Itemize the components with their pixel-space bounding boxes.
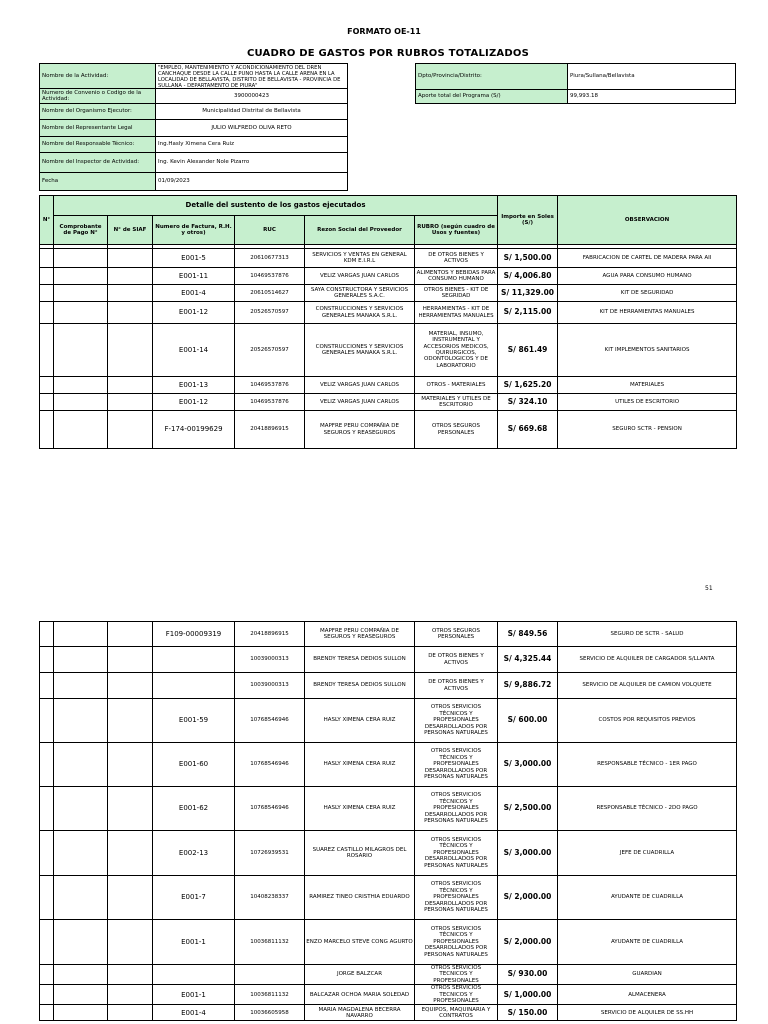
obs-cell: UTILES DE ESCRITORIO bbox=[558, 394, 737, 411]
dpto-value: Piura/Sullana/Bellavista bbox=[567, 63, 736, 90]
dpto-label: Dpto/Provincia/Distrito: bbox=[415, 63, 568, 90]
factura-cell: E001-13 bbox=[153, 377, 235, 394]
col-group: Detalle del sustento de los gastos ejecutados bbox=[54, 196, 498, 216]
comprobante-cell bbox=[54, 876, 108, 920]
razon-cell: SUAREZ CASTILLO MILAGROS DEL ROSARIO bbox=[305, 831, 415, 876]
comprobante-cell bbox=[54, 985, 108, 1005]
table-row bbox=[40, 324, 737, 377]
ruc-cell: 10039000313 bbox=[235, 673, 305, 699]
ruc-cell: 10036605958 bbox=[235, 1005, 305, 1021]
col-n: N° bbox=[40, 196, 54, 245]
importe-cell: S/ 11,329.00 bbox=[498, 285, 558, 302]
obs-cell: SERVICIO DE ALQUILER DE CARGADOR S/LLANTA bbox=[558, 647, 737, 673]
ruc-cell: 10768546946 bbox=[235, 743, 305, 787]
n-cell bbox=[40, 743, 54, 787]
table-row bbox=[40, 876, 737, 920]
comprobante-cell bbox=[54, 302, 108, 324]
n-cell bbox=[40, 377, 54, 394]
obs-cell: SEGURO SCTR - PENSION bbox=[558, 411, 737, 449]
comprobante-cell bbox=[54, 1005, 108, 1021]
razon-cell: CONSTRUCCIONES Y SERVICIOS GENERALES MANAKA S.R.L. bbox=[305, 302, 415, 324]
comprobante-cell bbox=[54, 324, 108, 377]
siaf-cell bbox=[108, 268, 153, 285]
factura-cell: E001-4 bbox=[153, 1005, 235, 1021]
siaf-cell bbox=[108, 377, 153, 394]
comprobante-cell bbox=[54, 699, 108, 743]
siaf-cell bbox=[108, 985, 153, 1005]
comprobante-cell bbox=[54, 831, 108, 876]
ruc-cell: 20418896915 bbox=[235, 411, 305, 449]
obs-cell: SERVICIO DE ALQUILER DE SS.HH bbox=[558, 1005, 737, 1021]
rubro-cell: OTROS - MATERIALES bbox=[415, 377, 498, 394]
representante-label: Nombre del Representante Legal bbox=[39, 119, 156, 137]
fecha-label: Fecha bbox=[39, 172, 156, 191]
comprobante-cell bbox=[54, 411, 108, 449]
table-row bbox=[40, 985, 737, 1005]
factura-cell bbox=[153, 673, 235, 699]
obs-cell: AYUDANTE DE CUADRILLA bbox=[558, 876, 737, 920]
razon-cell: MAPFRE PERU COMPAÑIA DE SEGUROS Y REASEGUROS bbox=[305, 411, 415, 449]
table-row bbox=[40, 965, 737, 985]
factura-cell bbox=[153, 647, 235, 673]
factura-cell: E001-12 bbox=[153, 302, 235, 324]
rubro-cell: OTROS SERVICIOS TECNICOS Y PROFESIONALES bbox=[415, 965, 498, 985]
table-row bbox=[40, 285, 737, 302]
siaf-cell bbox=[108, 302, 153, 324]
obs-cell: SERVICIO DE ALQUILER DE CAMION VOLQUETE bbox=[558, 673, 737, 699]
aporte-label: Aporte total del Programa (S/) bbox=[415, 89, 568, 104]
obs-cell: AYUDANTE DE CUADRILLA bbox=[558, 920, 737, 965]
ruc-cell bbox=[235, 965, 305, 985]
siaf-cell bbox=[108, 647, 153, 673]
aporte-value: 99,993.18 bbox=[567, 89, 736, 104]
razon-cell: BRENDY TERESA DEDIOS SULLON bbox=[305, 647, 415, 673]
factura-cell: E001-5 bbox=[153, 249, 235, 268]
razon-cell: VELIZ VARGAS JUAN CARLOS bbox=[305, 377, 415, 394]
comprobante-cell bbox=[54, 787, 108, 831]
rubro-cell: OTROS SERVICIOS TÉCNICOS Y PROFESIONALES DESARROLLADOS POR PERSONAS NATURALES bbox=[415, 876, 498, 920]
importe-cell: S/ 1,625.20 bbox=[498, 377, 558, 394]
col-siaf: N° de SIAF bbox=[108, 216, 153, 245]
factura-cell: F109-00009319 bbox=[153, 622, 235, 647]
expense-table-page2 bbox=[39, 621, 737, 1021]
siaf-cell bbox=[108, 622, 153, 647]
n-cell bbox=[40, 831, 54, 876]
actividad-label: Nombre de la Actividad: bbox=[39, 63, 156, 89]
comprobante-cell bbox=[54, 965, 108, 985]
factura-cell bbox=[153, 965, 235, 985]
razon-cell: MAPFRE PERU COMPAÑIA DE SEGUROS Y REASEGUROS bbox=[305, 622, 415, 647]
page-title: CUADRO DE GASTOS POR RUBROS TOTALIZADOS bbox=[247, 48, 529, 59]
convenio-label: Numero de Convenio o Codigo de la Actividad: bbox=[39, 88, 156, 104]
factura-cell: E001-4 bbox=[153, 285, 235, 302]
ruc-cell: 20610514627 bbox=[235, 285, 305, 302]
obs-cell: ALMACENERA bbox=[558, 985, 737, 1005]
rubro-cell: OTROS SERVICIOS TÉCNICOS Y PROFESIONALES DESARROLLADOS POR PERSONAS NATURALES bbox=[415, 743, 498, 787]
n-cell bbox=[40, 876, 54, 920]
table-row bbox=[40, 920, 737, 965]
importe-cell: S/ 600.00 bbox=[498, 699, 558, 743]
rubro-cell: DE OTROS BIENES Y ACTIVOS bbox=[415, 673, 498, 699]
razon-cell: VELIZ VARGAS JUAN CARLOS bbox=[305, 268, 415, 285]
siaf-cell bbox=[108, 285, 153, 302]
importe-cell: S/ 849.56 bbox=[498, 622, 558, 647]
comprobante-cell bbox=[54, 673, 108, 699]
ruc-cell: 10768546946 bbox=[235, 787, 305, 831]
siaf-cell bbox=[108, 831, 153, 876]
ruc-cell: 10726939531 bbox=[235, 831, 305, 876]
importe-cell: S/ 3,000.00 bbox=[498, 743, 558, 787]
ruc-cell: 10768546946 bbox=[235, 699, 305, 743]
ruc-cell: 20418896915 bbox=[235, 622, 305, 647]
comprobante-cell bbox=[54, 249, 108, 268]
obs-cell: RESPONSABLE TÉCNICO - 2DO PAGO bbox=[558, 787, 737, 831]
obs-cell: MATERIALES bbox=[558, 377, 737, 394]
n-cell bbox=[40, 249, 54, 268]
fecha-value: 01/09/2023 bbox=[155, 172, 348, 191]
table-row bbox=[40, 622, 737, 647]
comprobante-cell bbox=[54, 394, 108, 411]
table-row bbox=[40, 673, 737, 699]
razon-cell: RAMIREZ TINEO CRISTHIA EDUARDO bbox=[305, 876, 415, 920]
rubro-cell: MATERIALES Y UTILES DE ESCRITORIO bbox=[415, 394, 498, 411]
siaf-cell bbox=[108, 699, 153, 743]
form-code: FORMATO OE-11 bbox=[347, 27, 421, 36]
importe-cell: S/ 669.68 bbox=[498, 411, 558, 449]
razon-cell: CONSTRUCCIONES Y SERVICIOS GENERALES MANAKA S.R.L. bbox=[305, 324, 415, 377]
n-cell bbox=[40, 985, 54, 1005]
factura-cell: E001-12 bbox=[153, 394, 235, 411]
inspector-value: Ing. Kevin Alexander Nole Pizarro bbox=[155, 152, 348, 173]
n-cell bbox=[40, 920, 54, 965]
table-row bbox=[40, 647, 737, 673]
obs-cell: SEGURO DE SCTR - SALUD bbox=[558, 622, 737, 647]
n-cell bbox=[40, 411, 54, 449]
importe-cell: S/ 150.00 bbox=[498, 1005, 558, 1021]
importe-cell: S/ 2,500.00 bbox=[498, 787, 558, 831]
razon-cell: BRENDY TERESA DEDIOS SULLON bbox=[305, 673, 415, 699]
n-cell bbox=[40, 673, 54, 699]
col-comprobante: Comprobante de Pago N° bbox=[54, 216, 108, 245]
table-row bbox=[40, 1005, 737, 1021]
actividad-value: "EMPLEO, MANTENIMIENTO Y ACONDICIONAMIENTO DEL DREN CANCHAQUE DESDE LA CALLE PUNO HASTA LA CALLE ARENA EN LA LOCALIDAD DE BELLAVISTA, DISTRITO DE BELLAVISTA - PROVINCIA DE SULLANA - DEPARTAMENTO DE PIURA" bbox=[155, 63, 348, 89]
ruc-cell: 10036811132 bbox=[235, 985, 305, 1005]
comprobante-cell bbox=[54, 268, 108, 285]
siaf-cell bbox=[108, 787, 153, 831]
n-cell bbox=[40, 302, 54, 324]
factura-cell: E001-14 bbox=[153, 324, 235, 377]
page-number: 51 bbox=[705, 585, 713, 592]
importe-cell: S/ 4,325.44 bbox=[498, 647, 558, 673]
organismo-value: Municipalidad Distrital de Bellavista bbox=[155, 103, 348, 120]
table-row bbox=[40, 394, 737, 411]
rubro-cell: OTROS SERVICIOS TÉCNICOS Y PROFESIONALES DESARROLLADOS POR PERSONAS NATURALES bbox=[415, 787, 498, 831]
n-cell bbox=[40, 1005, 54, 1021]
n-cell bbox=[40, 699, 54, 743]
table-row bbox=[40, 787, 737, 831]
importe-cell: S/ 324.10 bbox=[498, 394, 558, 411]
col-rubro: RUBRO (según cuadro de Usos y fuentes) bbox=[415, 216, 498, 245]
ruc-cell: 20526570597 bbox=[235, 302, 305, 324]
importe-cell: S/ 3,000.00 bbox=[498, 831, 558, 876]
obs-cell: COSTOS POR REQUISITOS PREVIOS bbox=[558, 699, 737, 743]
importe-cell: S/ 2,115.00 bbox=[498, 302, 558, 324]
razon-cell: JORGE BALZCAR bbox=[305, 965, 415, 985]
importe-cell: S/ 1,500.00 bbox=[498, 249, 558, 268]
razon-cell: HASLY XIMENA CERA RUIZ bbox=[305, 743, 415, 787]
rubro-cell: DE OTROS BIENES Y ACTIVOS bbox=[415, 647, 498, 673]
obs-cell: KIT IMPLEMENTOS SANITARIOS bbox=[558, 324, 737, 377]
obs-cell: GUARDIAN bbox=[558, 965, 737, 985]
comprobante-cell bbox=[54, 285, 108, 302]
factura-cell: E002-13 bbox=[153, 831, 235, 876]
rubro-cell: OTROS SERVICIOS TÉCNICOS Y PROFESIONALES DESARROLLADOS POR PERSONAS NATURALES bbox=[415, 831, 498, 876]
responsable-value: Ing.Hasly Ximena Cera Ruiz bbox=[155, 136, 348, 153]
ruc-cell: 10469537876 bbox=[235, 377, 305, 394]
rubro-cell: OTROS SEGUROS PERSONALES bbox=[415, 411, 498, 449]
rubro-cell: DE OTROS BIENES Y ACTIVOS bbox=[415, 249, 498, 268]
col-ruc: RUC bbox=[235, 216, 305, 245]
table-row bbox=[40, 831, 737, 876]
comprobante-cell bbox=[54, 743, 108, 787]
n-cell bbox=[40, 324, 54, 377]
n-cell bbox=[40, 647, 54, 673]
n-cell bbox=[40, 622, 54, 647]
factura-cell: E001-11 bbox=[153, 268, 235, 285]
table-row bbox=[40, 268, 737, 285]
rubro-cell: MATERIAL, INSUMO, INSTRUMENTAL Y ACCESORIOS MEDICOS, QUIRURGICOS, ODONTOLOGICOS Y DE LABORATORIO bbox=[415, 324, 498, 377]
ruc-cell: 10469537876 bbox=[235, 394, 305, 411]
comprobante-cell bbox=[54, 920, 108, 965]
comprobante-cell bbox=[54, 377, 108, 394]
siaf-cell bbox=[108, 876, 153, 920]
razon-cell: ENZO MARCELO STEVE CONG AGURTO bbox=[305, 920, 415, 965]
siaf-cell bbox=[108, 965, 153, 985]
rubro-cell: OTROS SEGUROS PERSONALES bbox=[415, 622, 498, 647]
siaf-cell bbox=[108, 249, 153, 268]
razon-cell: HASLY XIMENA CERA RUIZ bbox=[305, 787, 415, 831]
importe-cell: S/ 861.49 bbox=[498, 324, 558, 377]
responsable-label: Nombre del Responsable Técnico: bbox=[39, 136, 156, 153]
importe-cell: S/ 2,000.00 bbox=[498, 876, 558, 920]
factura-cell: E001-59 bbox=[153, 699, 235, 743]
obs-cell: AGUA PARA CONSUMO HUMANO bbox=[558, 268, 737, 285]
rubro-cell: HERRAMIENTAS - KIT DE HERRAMIENTAS MANUALES bbox=[415, 302, 498, 324]
importe-cell: S/ 4,006.80 bbox=[498, 268, 558, 285]
n-cell bbox=[40, 268, 54, 285]
table-body-page2 bbox=[40, 622, 737, 1021]
ruc-cell: 20526570597 bbox=[235, 324, 305, 377]
n-cell bbox=[40, 285, 54, 302]
n-cell bbox=[40, 965, 54, 985]
rubro-cell: OTROS SERVICIOS TECNICOS Y PROFESIONALES bbox=[415, 985, 498, 1005]
organismo-label: Nombre del Organismo Ejecutor: bbox=[39, 103, 156, 120]
rubro-cell: OTROS SERVICIOS TÉCNICOS Y PROFESIONALES DESARROLLADOS POR PERSONAS NATURALES bbox=[415, 699, 498, 743]
razon-cell: MARIA MAGDALENA BECERRA NAVARRO bbox=[305, 1005, 415, 1021]
table-row bbox=[40, 249, 737, 268]
factura-cell: E001-60 bbox=[153, 743, 235, 787]
factura-cell: E001-62 bbox=[153, 787, 235, 831]
factura-cell: E001-1 bbox=[153, 920, 235, 965]
table-row bbox=[40, 743, 737, 787]
table-row bbox=[40, 411, 737, 449]
razon-cell: SAYA CONSTRUCTORA Y SERVICIOS GENERALES S.A.C. bbox=[305, 285, 415, 302]
table-body-page1 bbox=[40, 249, 737, 449]
razon-cell: HASLY XIMENA CERA RUIZ bbox=[305, 699, 415, 743]
n-cell bbox=[40, 787, 54, 831]
expense-table-page1 bbox=[39, 195, 737, 449]
obs-cell: KIT DE SEGURIDAD bbox=[558, 285, 737, 302]
ruc-cell: 10039000313 bbox=[235, 647, 305, 673]
convenio-value: 3900000423 bbox=[155, 88, 348, 104]
factura-cell: F-174-00199629 bbox=[153, 411, 235, 449]
table-row bbox=[40, 377, 737, 394]
importe-cell: S/ 9,886.72 bbox=[498, 673, 558, 699]
siaf-cell bbox=[108, 743, 153, 787]
rubro-cell: EQUIPOS, MAQUINARIA Y CONTRATOS bbox=[415, 1005, 498, 1021]
ruc-cell: 10408238337 bbox=[235, 876, 305, 920]
inspector-label: Nombre del Inspector de Actividad: bbox=[39, 152, 156, 173]
obs-cell: JEFE DE CUADRILLA bbox=[558, 831, 737, 876]
table-row bbox=[40, 699, 737, 743]
obs-cell: FABRICACION DE CARTEL DE MADERA PARA AII bbox=[558, 249, 737, 268]
rubro-cell: OTROS BIENES - KIT DE SEGRIDAD bbox=[415, 285, 498, 302]
obs-cell: KIT DE HERRAMIENTAS MANUALES bbox=[558, 302, 737, 324]
importe-cell: S/ 2,000.00 bbox=[498, 920, 558, 965]
siaf-cell bbox=[108, 1005, 153, 1021]
razon-cell: SERVICIOS Y VENTAS EN GENERAL KDM E.I.R.L bbox=[305, 249, 415, 268]
obs-cell: RESPONSABLE TÉCNICO - 1ER PAGO bbox=[558, 743, 737, 787]
representante-value: JULIO WILFREDO OLIVA RETO bbox=[155, 119, 348, 137]
siaf-cell bbox=[108, 673, 153, 699]
col-factura: Numero de Factura, R.H. y otros) bbox=[153, 216, 235, 245]
col-importe: Importe en Soles (S/) bbox=[498, 196, 558, 245]
comprobante-cell bbox=[54, 622, 108, 647]
siaf-cell bbox=[108, 324, 153, 377]
ruc-cell: 10036811132 bbox=[235, 920, 305, 965]
table-row bbox=[40, 302, 737, 324]
ruc-cell: 10469537876 bbox=[235, 268, 305, 285]
razon-cell: VELIZ VARGAS JUAN CARLOS bbox=[305, 394, 415, 411]
razon-cell: BALCAZAR OCHOA MARIA SOLEDAD bbox=[305, 985, 415, 1005]
siaf-cell bbox=[108, 394, 153, 411]
col-razon: Rezon Social del Proveedor bbox=[305, 216, 415, 245]
comprobante-cell bbox=[54, 647, 108, 673]
importe-cell: S/ 930.00 bbox=[498, 965, 558, 985]
factura-cell: E001-1 bbox=[153, 985, 235, 1005]
importe-cell: S/ 1,000.00 bbox=[498, 985, 558, 1005]
siaf-cell bbox=[108, 920, 153, 965]
n-cell bbox=[40, 394, 54, 411]
rubro-cell: ALIMENTOS Y BEBIDAS PARA CONSUMO HUMANO bbox=[415, 268, 498, 285]
col-observacion: OBSERVACION bbox=[558, 196, 737, 245]
factura-cell: E001-7 bbox=[153, 876, 235, 920]
rubro-cell: OTROS SERVICIOS TÉCNICOS Y PROFESIONALES DESARROLLADOS POR PERSONAS NATURALES bbox=[415, 920, 498, 965]
siaf-cell bbox=[108, 411, 153, 449]
ruc-cell: 20610677313 bbox=[235, 249, 305, 268]
